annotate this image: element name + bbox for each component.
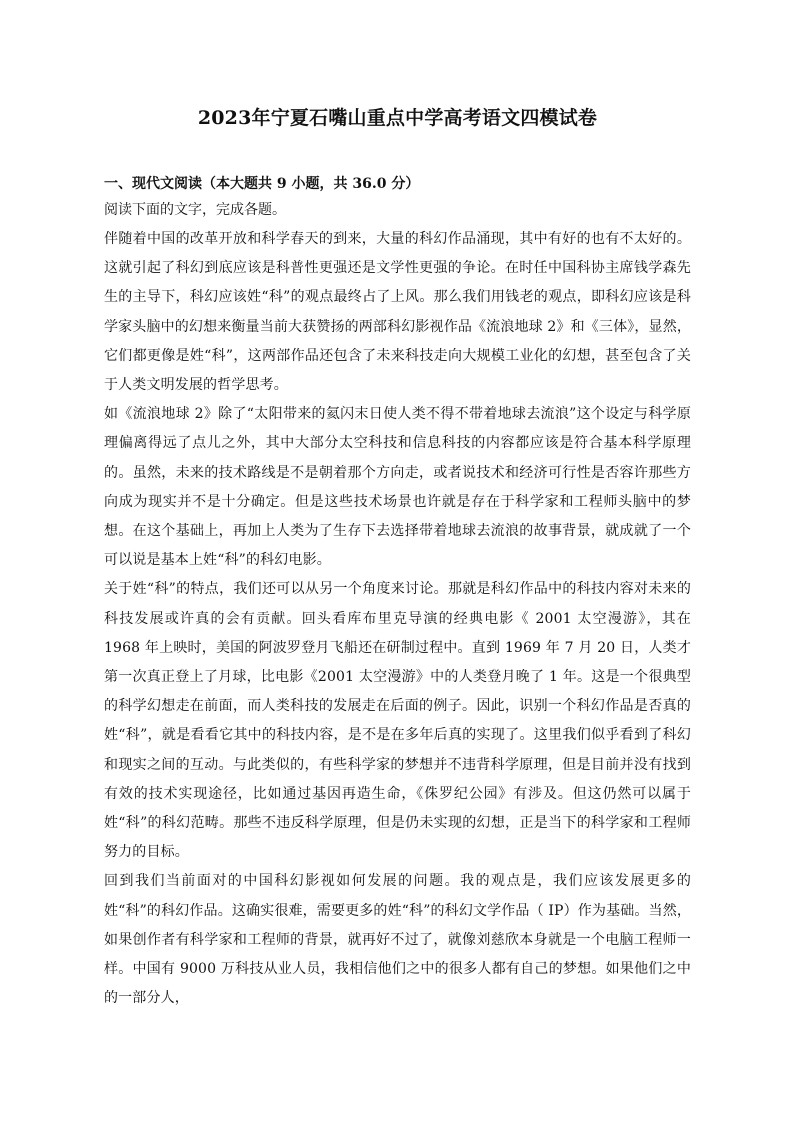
- passage-paragraph-1: 伴随着中国的改革开放和科学春天的到来，大量的科幻作品涌现，其中有好的也有不太好的。这就引起了科幻到底应该是科普性更强还是文学性更强的争论。在时任中国科协主席钱学森先生的主导下，科幻应该姓“科”的观点最终占了上风。那么我们用钱老的观点，即科幻应该是科学家头脑中的幻想来衡量当前大获赞扬的两部科幻影视作品《流浪地球 2》和《三体》，显然，它们都更像是姓“科”，这两部作品还包含了未来科技走向大规模工业化的幻想，甚至包含了关于人类文明发展的哲学思考。: [104, 231, 691, 394]
- section-heading: 一、现代文阅读（本大题共 9 小题，共 36.0 分）: [104, 176, 420, 192]
- reading-instruction: 阅读下面的文字，完成各题。: [104, 202, 286, 218]
- passage-paragraph-3: 关于姓“科”的特点，我们还可以从另一个角度来讨论。那就是科幻作品中的科技内容对未来的科技发展或许真的会有贡献。回头看库布里克导演的经典电影《 2001 太空漫游》，其在 1968 年上映时，美国的阿波罗登月飞船还在研制过程中。直到 1969 年 7 月 20 日，人类才第一次真正登上了月球，比电影《2001 太空漫游》中的人类登月晚了 1 年。这是一个很典型的科学幻想走在前面，而人类科技的发展走在后面的例子。因此，识别一个科幻作品是否真的姓“科”，就是看看它其中的科技内容，是不是在多年后真的实现了。这里我们似乎看到了科幻和现实之间的互动。与此类似的，有些科学家的梦想并不违背科学原理，但是目前并没有找到有效的技术实现途径，比如通过基因再造生命，《侏罗纪公园》有涉及。但这仍然可以属于姓“科”的科幻范畴。那些不违反科学原理，但是仍未实现的幻想，正是当下的科学家和工程师努力的目标。: [104, 581, 691, 861]
- passage-paragraph-4: 回到我们当前面对的中国科幻影视如何发展的问题。我的观点是，我们应该发展更多的姓“科”的科幻作品。这确实很难，需要更多的姓“科”的科幻文学作品（ IP）作为基础。当然，如果创作者有科学家和工程师的背景，就再好不过了，就像刘慈欣本身就是一个电脑工程师一样。中国有 9000 万科技从业人员，我相信他们之中的很多人都有自己的梦想。如果他们之中的一部分人，: [104, 873, 691, 1007]
- document-title: 2023年宁夏石嘴山重点中学高考语文四模试卷: [197, 107, 598, 129]
- passage-paragraph-2: 如《流浪地球 2》除了“太阳带来的氦闪末日使人类不得不带着地球去流浪”这个设定与科学原理偏离得远了点儿之外，其中大部分太空科技和信息科技的内容都应该是符合基本科学原理的。虽然，未来的技术路线是不是朝着那个方向走，或者说技术和经济可行性是否容许那些方向成为现实并不是十分确定。但是这些技术场景也许就是存在于科学家和工程师头脑中的梦想。在这个基础上，再加上人类为了生存下去选择带着地球去流浪的故事背景，就成就了一个可以说是基本上姓“科”的科幻电影。: [104, 406, 691, 569]
